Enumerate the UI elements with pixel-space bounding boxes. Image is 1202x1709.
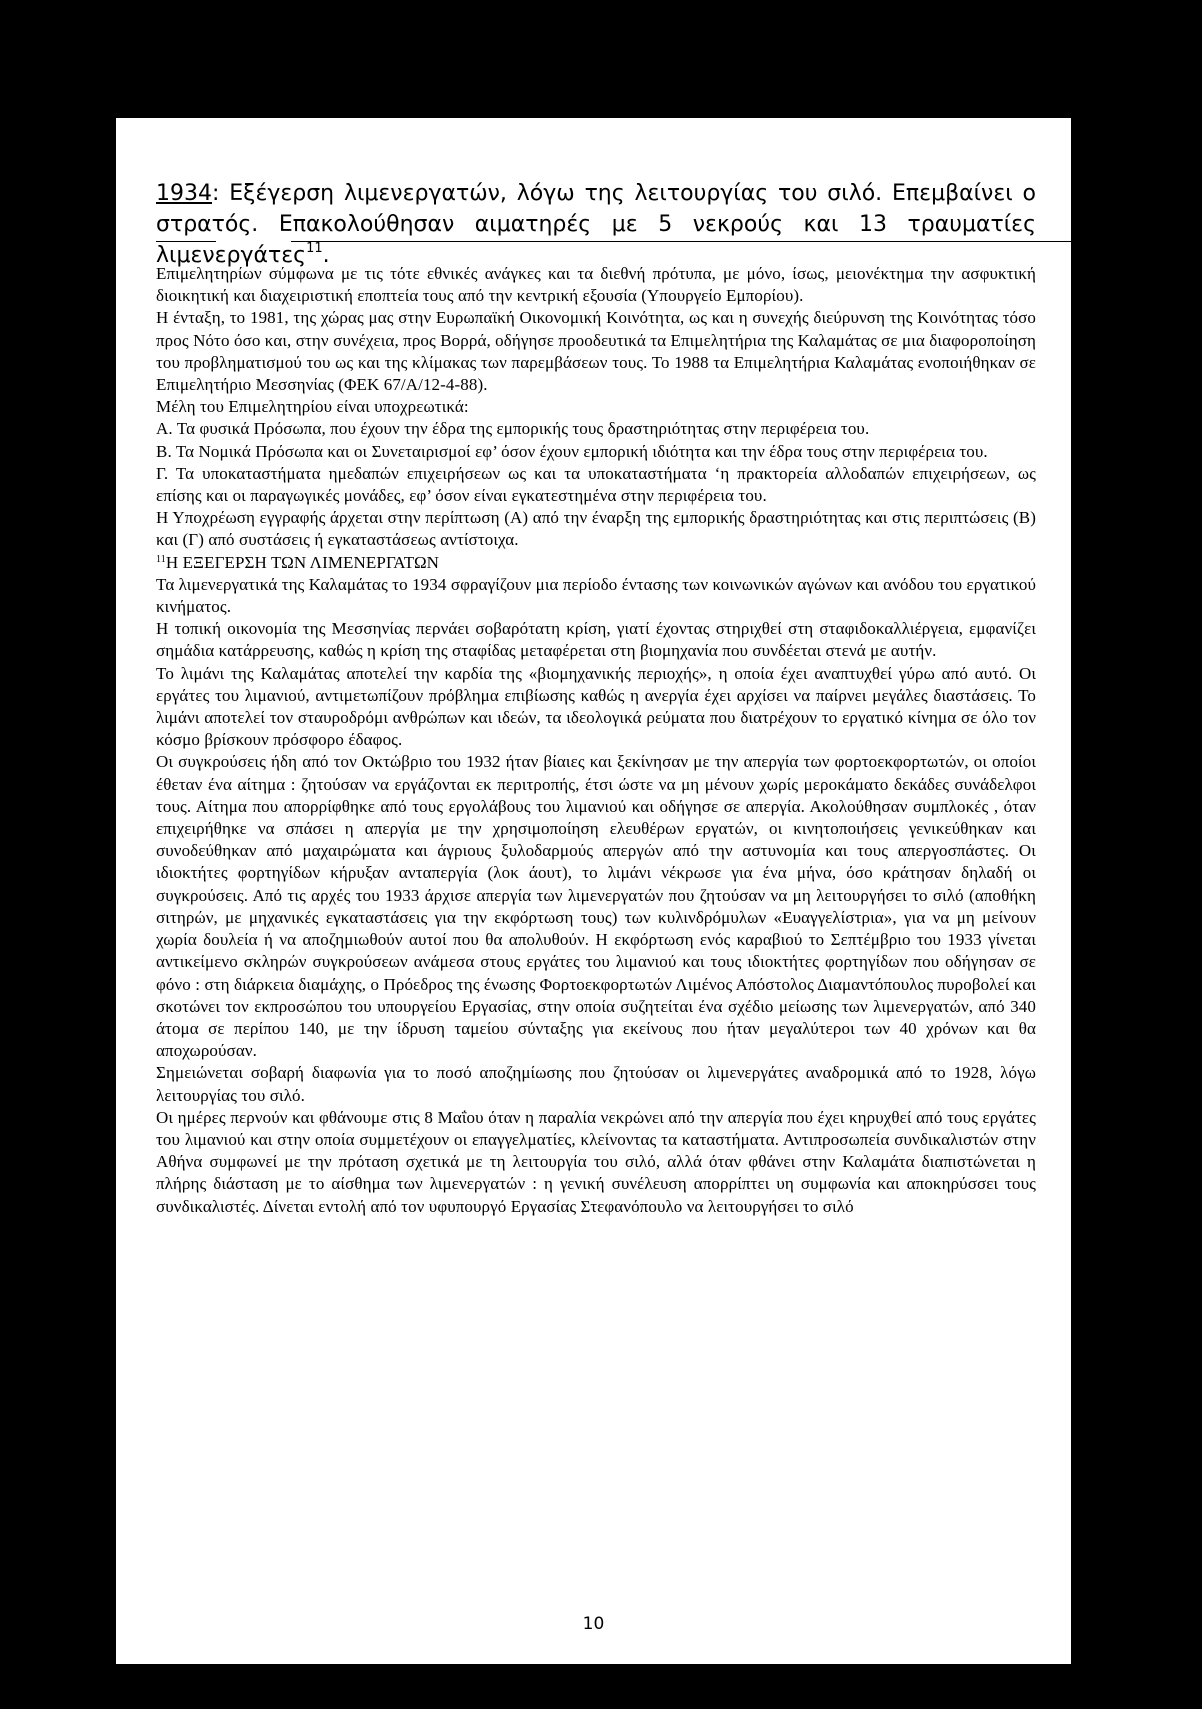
- footnote-paragraph: Η τοπική οικονομία της Μεσσηνίας περνάει σοβαρότατη κρίση, γιατί έχοντας στηριχθεί στη σταφιδοκαλλιέργεια, εμφανίζει σημάδια κατάρρευσης, καθώς η κρίση της σταφίδας μεταφέρεται στη βιομηχανία που συνδέεται στενά με αυτήν.: [156, 619, 1036, 661]
- heading-line-1: [156, 178, 1036, 209]
- paragraph: Η ένταξη, το 1981, της χώρας μας στην Ευρωπαϊκή Οικονομική Κοινότητα, ως και η συνεχής διεύρυνση της Κοινότητας τόσο προς Νότο όσο και, στην συνέχεια, προς Βορρά, οδήγησε προοδευτικά τα Επιμελητήρια της Καλαμάτας σε μια διαφοροποίηση του προβληματισμού του ως και της κλίμακας των παρεμβάσεων τους. Το 1988 τα Επιμελητήρια Καλαμάτας ενοποιήθηκαν σε Επιμελητήριο Μεσσηνίας (ΦΕΚ 67/Α/12-4-88).: [156, 308, 1036, 395]
- paragraph: Μέλη του Επιμελητηρίου είναι υποχρεωτικά:: [156, 397, 469, 417]
- heading-year: 1934: [156, 181, 212, 206]
- footnote-paragraph: Σημειώνεται σοβαρή διαφωνία για το ποσό αποζημίωσης που ζητούσαν οι λιμενεργάτες αναδρομικά από το 1928, λόγω λειτουργίας του σιλό.: [156, 1063, 1036, 1105]
- footnote-paragraph: Τα λιμενεργατικά της Καλαμάτας το 1934 σφραγίζουν μια περίοδο έντασης των κοινωνικών αγώνων και ανόδου του εργατικού κινήματος.: [156, 574, 1037, 617]
- heading-footnote-ref: 11: [306, 241, 323, 256]
- paragraph: Β. Τα Νομικά Πρόσωπα και οι Συνεταιρισμοί εφ’ όσον έχουν εμπορική ιδιότητα και την έδρα τους στην περιφέρεια του.: [156, 441, 988, 461]
- footnote-title: [156, 552, 1036, 574]
- section-heading: [156, 178, 1036, 271]
- page-number: 10: [582, 1614, 605, 1634]
- paragraph: Η Υποχρέωση εγγραφής άρχεται στην περίπτωση (Α) από την έναρξη της εμπορικής δραστηριότητας και στις περιπτώσεις (Β) και (Γ) από συστάσεις ή εγκαταστάσεως αντίστοιχα.: [156, 508, 1036, 550]
- paragraph: Γ. Τα υποκαταστήματα ημεδαπών επιχειρήσεων ως και τα υποκαταστήματα ‘η πρακτορεία αλλοδαπών επιχειρήσεων, ως επίσης και οι παραγωγικές μονάδες, εφ’ όσον είναι εγκατεστημένα στην περιφέρεια του.: [156, 463, 1036, 506]
- heading-text-2: στρατός. Επακολούθησαν αιματηρές με 5 νεκρούς και 13 τραυματίες λιμενεργάτες: [156, 212, 1036, 268]
- heading-text-2-end: .: [322, 243, 330, 268]
- paragraph: Α. Τα φυσικά Πρόσωπα, που έχουν την έδρα της εμπορικής τους δραστηριότητας στην περιφέρεια του.: [156, 419, 870, 439]
- paragraph: Επιμελητηρίων σύμφωνα με τις τότε εθνικές ανάγκες και τα διεθνή πρότυπα, με μόνο, ίσως, μειονέκτημα την ασφυκτική διοικητική και διαχειριστική εποπτεία τους από την κεντρική εξουσία (Υπουργείο Εμπορίου).: [156, 264, 1036, 306]
- heading-text-1: : Εξέγερση λιμενεργατών, λόγω της λειτουργίας του σιλό. Επεμβαίνει ο: [212, 181, 1036, 206]
- heading-line-2: [156, 209, 1036, 271]
- footnote-number: 11: [156, 553, 166, 565]
- footnote-separator-dash: [156, 241, 216, 242]
- document-page: [116, 118, 1071, 1664]
- footnote-separator: [291, 241, 1071, 242]
- footnote-paragraph: Οι συγκρούσεις ήδη από τον Οκτώβριο του 1932 ήταν βίαιες και ξεκίνησαν με την απεργία των φορτοεκφορτωτών, οι οποίοι έθεταν ένα αίτημα : ζητούσαν να εργάζονται εκ περιτροπής, έτσι ώστε να μη μένουν χωρίς μεροκάματο δεκάδες συνάδελφοι τους. Αίτημα που απορρίφθηκε από τους εργολάβους του λιμανιού και οδήγησε σε απεργία. Ακολούθησαν συμπλοκές , όταν επιχειρήθηκε να σπάσει η απεργία με την χρησιμοποίηση ελευθέρων εργατών, οι κινητοποιήσεις γενικεύθηκαν και συνοδεύθηκαν από μαχαιρώματα και άγριους ξυλοδαρμούς απεργών από την αστυνομία και τους απεργοσπάστες. Οι ιδιοκτήτες φορτηγίδων κήρυξαν ανταπεργία (λοκ άουτ), το λιμάνι νέκρωσε για ένα μήνα, όσο κράτησαν δηλαδή οι συγκρούσεις. Από τις αρχές του 1933 άρχισε απεργία των λιμενεργατών που ζητούσαν να μη λειτουργήσει το σιλό (αποθήκη σιτηρών, με μηχανικές εγκαταστάσεις για την εκφόρτωση τους) των κυλινδρόμυλων «Ευαγγελίστρια», για να μη μείνουν χωρία δουλεία ή να αποζημιωθούν αυτοί που θα απολυθούν. Η εκφόρτωση ενός καραβιού το Σεπτέμβριο του 1933 γίνεται αντικείμενο σκληρών συγκρούσεων ανάμεσα στους εργάτες του λιμανιού και τους ιδιοκτήτες φορτηγίδων που οδήγησαν σε φόνο : στη διάρκεια διαμάχης, ο Πρόεδρος της ένωσης Φορτοεκφορτωτών Λιμένος Απόστολος Διαμαντόπουλος πυροβολεί και σκοτώνει τον εκπροσώπου του υπουργείου Εργασίας, στην οποία συζητείται ένα σχέδιο μείωσης των λιμενεργατών, από 340 άτομα σε περίπου 140, με την ίδρυση ταμείου σύνταξης για εκείνους που ήταν μεγαλύτεροι των 40 χρόνων και θα αποχωρούσαν.: [156, 752, 1036, 1061]
- footnote-paragraph: Το λιμάνι της Καλαμάτας αποτελεί την καρδία της «βιομηχανικής περιοχής», η οποία έχει αναπτυχθεί γύρω από αυτό. Οι εργάτες του λιμανιού, αντιμετωπίζουν πρόβλημα επιβίωσης καθώς η ανεργία έχει αρχίσει να παίρνει μεγάλες διαστάσεις. Το λιμάνι αποτελεί τον σταυροδρόμι ανθρώπων και ιδεών, τα ιδεολογικά ρεύματα που διατρέχουν το εργατικό κίνημα σε όλο τον κόσμο βρίσκουν πρόσφορο έδαφος.: [156, 663, 1036, 750]
- footnote-title-text: Η ΕΞΕΓΕΡΣΗ ΤΩΝ ΛΙΜΕΝΕΡΓΑΤΩΝ: [165, 552, 440, 572]
- body-text: [156, 263, 1036, 1218]
- footnote-paragraph: Οι ημέρες περνούν και φθάνουμε στις 8 Μαΐου όταν η παραλία νεκρώνει από την απεργία που έχει κηρυχθεί από τους εργάτες του λιμανιού και στην οποία συμμετέχουν οι επαγγελματίες, κλείνοντας τα καταστήματα. Αντιπροσωπεία συνδικαλιστών στην Αθήνα συμφωνεί με την πρόταση σχετικά με τη λειτουργία του σιλό, αλλά όταν φθάνει στην Καλαμάτα διαπιστώνεται η πλήρης διάσταση με το αίσθημα των λιμενεργατών : η γενική συνέλευση απορρίπτει υη συμφωνία και αποκηρύσσει τους συνδικαλιστές. Δίνεται εντολή από τον υφυπουργό Εργασίας Στεφανόπουλο να λειτουργήσει το σιλό: [156, 1107, 1036, 1216]
